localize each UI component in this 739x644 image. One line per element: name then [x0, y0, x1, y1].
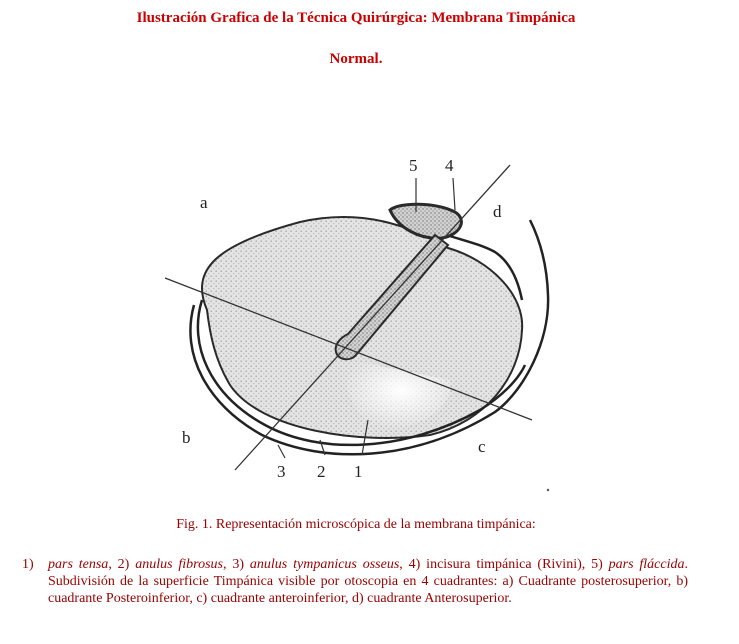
label-quadrant-b: b	[182, 428, 191, 447]
figure-title-subtitle: Normal.	[329, 51, 383, 67]
figure-legend	[22, 556, 688, 607]
label-number-1: 1	[354, 462, 363, 481]
leader-line-4	[453, 178, 455, 210]
label-quadrant-a: a	[200, 193, 208, 212]
legend-term-anulus-fibrosus: anulus fibrosus	[135, 557, 224, 572]
legend-term-pars-tensa: pars tensa	[48, 557, 109, 572]
legend-separator: , 3)	[223, 557, 250, 572]
legend-term-anulus-tympanicus: anulus tympanicus osseus	[249, 557, 400, 572]
label-number-2: 2	[317, 462, 326, 481]
legend-body	[48, 556, 688, 607]
legend-term-pars-flaccida: pars fláccida	[608, 557, 685, 572]
label-number-4: 4	[445, 156, 454, 175]
stray-dot	[547, 489, 549, 491]
label-quadrant-c: c	[478, 437, 486, 456]
legend-separator: , 4) incisura timpánica (Rivini), 5)	[399, 557, 609, 572]
legend-separator: , 2)	[108, 557, 136, 572]
figure-title: Ilustración Grafica de la Técnica Quirúrgica: Membrana Timpánica	[136, 10, 576, 26]
leader-line-3	[278, 445, 285, 458]
tympanic-membrane-illustration	[150, 140, 570, 500]
figure-caption: Fig. 1. Representación microscópica de la membrana timpánica:	[176, 517, 536, 532]
label-number-3: 3	[277, 462, 286, 481]
label-quadrant-d: d	[493, 202, 502, 221]
legend-quadrants-description: . Subdivisión de la superficie Timpánica visible por otoscopia en 4 cuadrantes: a) Cuadrante posterosuperior, b) cuadrante Posteroinferior, c) cuadrante anteroinferior, d) cuadrante Anterosuperior.	[48, 557, 688, 606]
legend-number: 1)	[22, 557, 34, 572]
label-number-5: 5	[409, 156, 418, 175]
